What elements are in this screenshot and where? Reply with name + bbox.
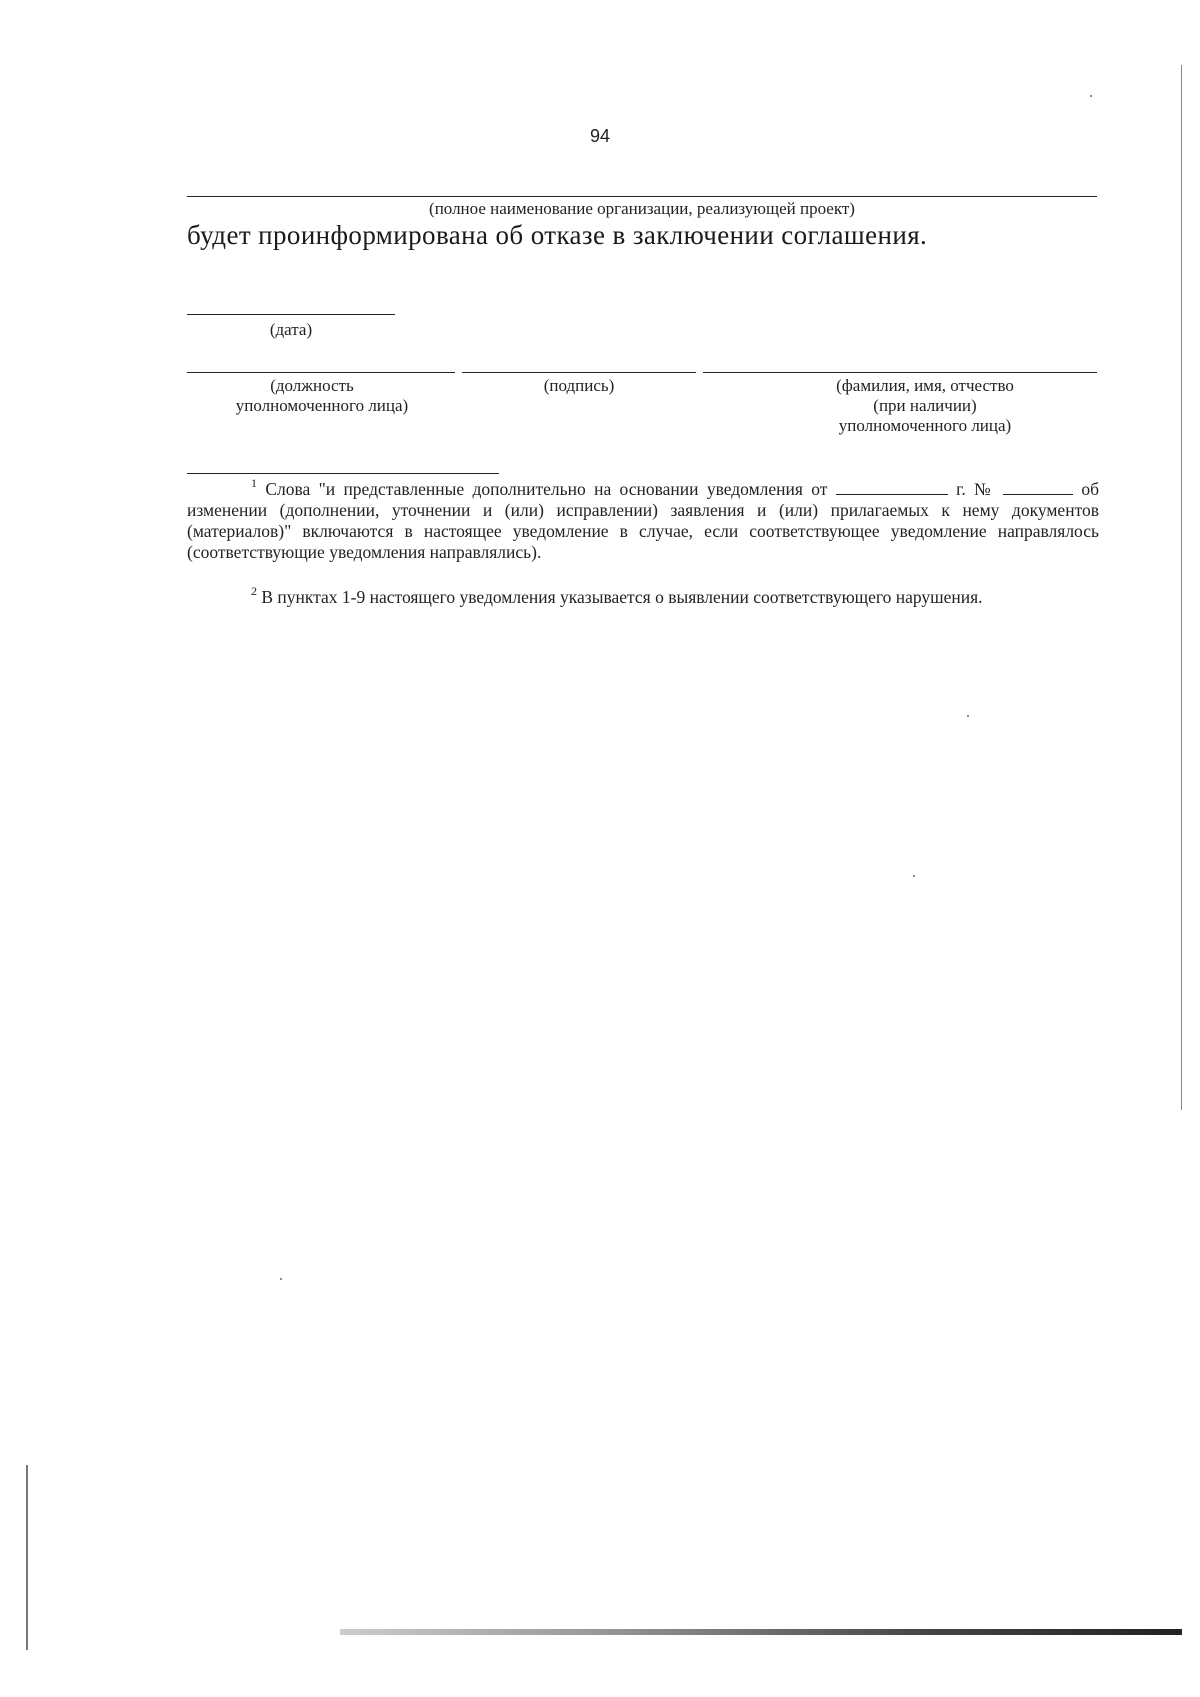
scan-speck bbox=[1090, 95, 1092, 97]
footnote-1-mark: 1 bbox=[251, 476, 257, 490]
footnote-2-mark: 2 bbox=[251, 584, 257, 598]
signature-caption: (подпись) bbox=[543, 376, 615, 395]
name-caption-line3: уполномоченного лица) bbox=[838, 416, 1012, 435]
position-line bbox=[187, 372, 455, 373]
name-caption bbox=[800, 376, 1050, 436]
date-caption: (дата) bbox=[269, 320, 313, 339]
name-line bbox=[703, 372, 1097, 373]
page-number: 94 bbox=[589, 126, 611, 146]
scan-edge-right bbox=[1181, 65, 1182, 1110]
org-caption: (полное наименование организации, реализующей проект) bbox=[429, 199, 855, 218]
statement-text: будет проинформирована об отказе в заключении соглашения. bbox=[187, 220, 928, 250]
scan-speck bbox=[280, 1278, 282, 1280]
footnote-2 bbox=[187, 584, 1099, 608]
footnote-1-date-blank bbox=[836, 480, 948, 495]
footnote-1 bbox=[187, 476, 1099, 563]
footnote-separator bbox=[187, 473, 499, 474]
date-line bbox=[187, 314, 395, 315]
signature-line bbox=[462, 372, 696, 373]
scan-speck bbox=[967, 715, 969, 717]
position-caption-line2: уполномоченного лица) bbox=[235, 396, 409, 415]
name-caption-line1: (фамилия, имя, отчество bbox=[836, 376, 1014, 395]
footnote-1-text-part3: № bbox=[974, 479, 995, 499]
scan-edge-bottom bbox=[340, 1629, 1182, 1635]
footnote-1-text-part2: г. bbox=[956, 479, 966, 499]
position-caption bbox=[187, 376, 455, 416]
position-caption-line1: (должность bbox=[270, 376, 354, 395]
name-caption-line2: (при наличии) bbox=[873, 396, 977, 415]
org-name-line bbox=[187, 196, 1097, 197]
scan-edge-left bbox=[26, 1465, 28, 1650]
footnote-1-text-part1: Слова "и представленные дополнительно на основании уведомления от bbox=[265, 479, 828, 499]
footnote-1-number-blank bbox=[1003, 480, 1073, 495]
footnote-1-text-part4: об изменении (дополнении, уточнении и (или) исправлении) заявления и (или) прилагаемых к нему документов (материалов)" включаются в настоящее уведомление в случае, если соответствующее уведомление направлялось (соответствующие уведомления направлялись). bbox=[187, 479, 1099, 562]
scan-speck bbox=[913, 875, 915, 877]
footnote-2-text: В пунктах 1-9 настоящего уведомления указывается о выявлении соответствующего нарушения. bbox=[261, 587, 983, 607]
